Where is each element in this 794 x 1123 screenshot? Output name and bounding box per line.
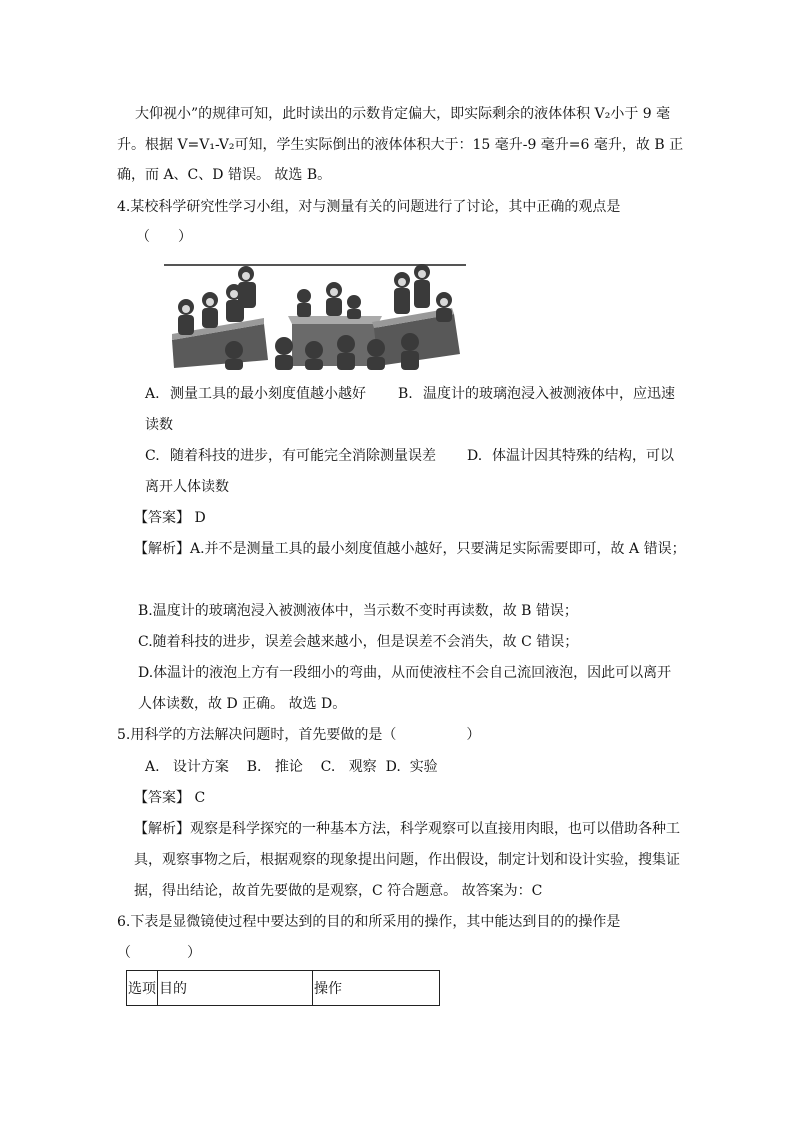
table-header-row <box>127 971 440 1006</box>
q6-table <box>126 970 440 1006</box>
option-letter: D. <box>467 448 483 464</box>
q4-option-b-cont: 读数 <box>145 417 173 433</box>
q4-analysis-line-1 <box>134 541 686 557</box>
q4-analysis-line-3: C.随着科技的进步，误差会越来越小，但是误差不会消失，故 C 错误； <box>138 634 579 650</box>
q4-illustration <box>164 262 466 370</box>
table-header-cell: 目的 <box>158 971 313 1006</box>
option-letter: A. <box>145 759 160 775</box>
option-text: 设计方案 <box>172 759 229 775</box>
option-text: 随着科技的进步，有可能完全消除测量误差 <box>170 448 436 464</box>
q4-option-d-cont: 离开人体读数 <box>145 479 229 495</box>
q4-stem: 4.某校科学研究性学习小组，对与测量有关的问题进行了讨论，其中正确的观点是 <box>117 199 621 215</box>
students-discussion-image <box>164 262 466 370</box>
analysis-text: A.并不是测量工具的最小刻度值越小越好，只要满足实际需要即可，故 A 错误； <box>190 541 686 557</box>
analysis-label: 【解析】 <box>134 821 190 837</box>
option-letter: B. <box>246 759 262 775</box>
answer-label: 【答案】 <box>134 790 190 806</box>
q4-option-b <box>398 386 675 402</box>
answer-value: D <box>194 510 206 526</box>
option-letter: B. <box>398 386 413 402</box>
option-text: 实验 <box>409 759 438 775</box>
table-header-cell: 操作 <box>313 971 440 1006</box>
q4-option-c <box>145 448 436 464</box>
q6-paren: （ ） <box>117 945 201 961</box>
option-text: 观察 <box>348 759 377 775</box>
option-letter: D. <box>385 759 401 775</box>
q4-analysis-line-5: 人体读数，故 D 正确。 故选 D。 <box>138 696 347 712</box>
q5-analysis-line-1 <box>134 821 680 837</box>
answer-value: C <box>194 790 206 806</box>
q4-answer <box>134 510 206 526</box>
analysis-text: 观察是科学探究的一种基本方法，科学观察可以直接用肉眼，也可以借助各种工 <box>190 821 680 837</box>
option-letter: C. <box>145 448 160 464</box>
option-text: 温度计的玻璃泡浸入被测液体中，应迅速 <box>423 386 675 402</box>
option-text: 推论 <box>274 759 303 775</box>
option-letter: A. <box>145 386 160 402</box>
prev-line-1: 大仰视小”的规律可知，此时读出的示数肯定偏大，即实际剩余的液体体积 V₂小于 9 毫 <box>135 106 671 122</box>
q4-analysis-line-2: B.温度计的玻璃泡浸入被测液体中，当示数不变时再读数，故 B 错误； <box>138 603 578 619</box>
q4-option-d <box>467 448 674 464</box>
option-text: 测量工具的最小刻度值越小越好 <box>170 386 366 402</box>
table-header-cell: 选项 <box>127 971 158 1006</box>
q5-options <box>145 759 438 775</box>
answer-label: 【答案】 <box>134 510 190 526</box>
q6-stem: 6.下表是显微镜使过程中要达到的目的和所采用的操作，其中能达到目的的操作是 <box>117 914 621 930</box>
option-text: 体温计因其特殊的结构，可以 <box>492 448 674 464</box>
q5-analysis-line-3: 据，得出结论，故首先要做的是观察，C 符合题意。 故答案为：C <box>134 883 543 899</box>
q5-analysis-line-2: 具，观察事物之后，根据观察的现象提出问题，作出假设，制定计划和设计实验，搜集证 <box>134 852 680 868</box>
option-letter: C. <box>320 759 336 775</box>
prev-line-3: 确，而 A、C、D 错误。 故选 B。 <box>117 167 332 183</box>
prev-line-2: 升。根据 V=V₁-V₂可知，学生实际倒出的液体体积大于：15 毫升-9 毫升=6 毫升，故 B 正 <box>117 137 684 153</box>
q4-paren: （ ） <box>136 229 192 245</box>
analysis-label: 【解析】 <box>134 541 190 557</box>
q5-answer <box>134 790 205 806</box>
q5-stem: 5.用科学的方法解决问题时，首先要做的是（ ） <box>117 727 481 743</box>
q4-option-a <box>145 386 366 402</box>
q4-analysis-line-4: D.体温计的液泡上方有一段细小的弯曲，从而使液柱不会自己流回液泡，因此可以离开 <box>138 665 672 681</box>
